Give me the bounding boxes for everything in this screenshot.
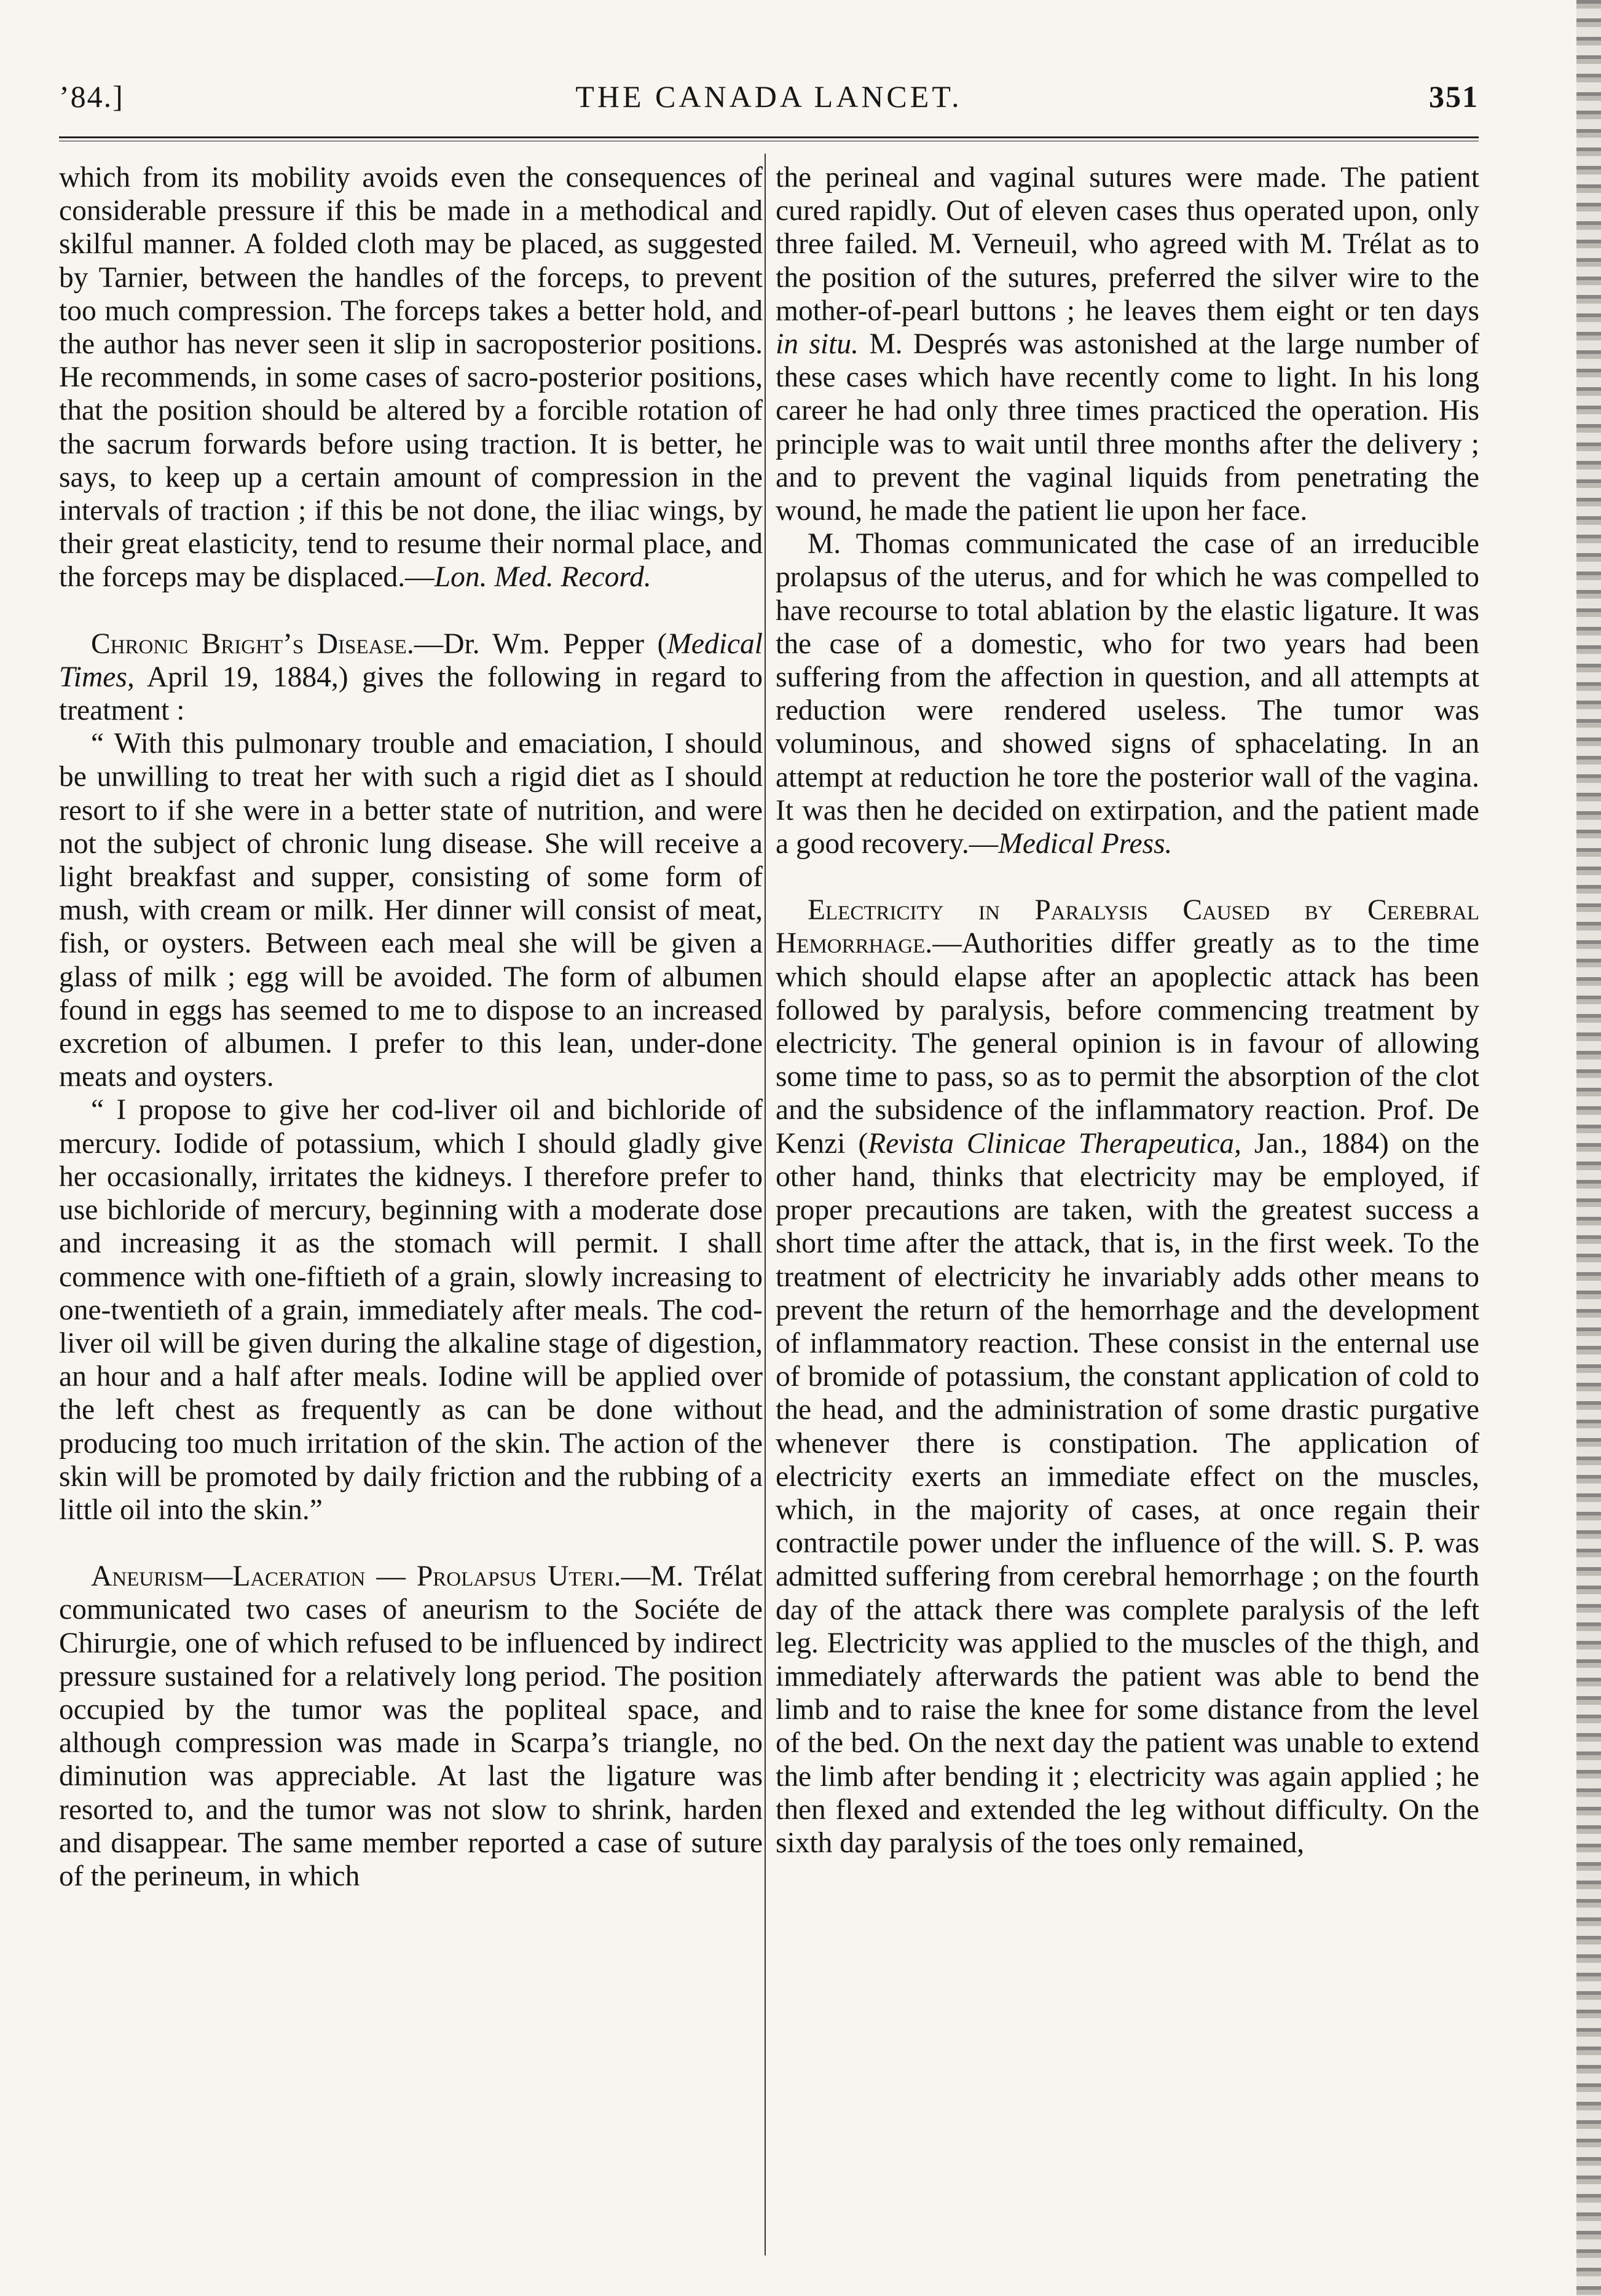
page-number: 351 bbox=[1429, 79, 1479, 114]
running-header bbox=[59, 79, 1479, 134]
header-rule bbox=[59, 136, 1479, 141]
journal-citation: Revista Clinicae Therapeutica, bbox=[868, 1127, 1241, 1160]
section-heading: Aneurism—Laceration — Prolapsus Uteri. bbox=[91, 1560, 621, 1593]
page-binding-edge bbox=[1576, 0, 1601, 2296]
journal-citation: Medical Times, bbox=[59, 627, 763, 693]
sutures-paragraph: the perineal and vaginal sutures were made. The patient cured rapidly. Out of eleven cases thus operated upon, only three failed. M. Verneuil, who agreed with M. Trélat as to the position of the sutures, preferred the silver wire to the mother-of-pearl buttons ; he leaves them eight or ten days in situ. M. Després was astonished at the large number of these cases which have recently come to light. In his long career he had only three times practiced the operation. His principle was to wait until three months after the delivery ; and to prevent the vaginal liquids from penetrating the wound, he made the patient lie upon her face. bbox=[776, 162, 1479, 527]
prolapsus-paragraph: M. Thomas communicated the case of an irreducible prolapsus of the uterus, and for which he was compelled to have recourse to total ablation by the elastic ligature. It was the case of a domestic, who for two years had been suffering from the affection in question, and all attempts at reduction were rendered useless. The tumor was voluminous, and showed signs of sphacelating. In an attempt at reduction he tore the posterior wall of the vagina. It was then he decided on extirpation, and the patient made a good recovery.—Medical Press. bbox=[776, 528, 1479, 860]
left-column bbox=[59, 161, 763, 1893]
section-heading: Electricity in Paralysis Caused by Cerebral Hemorrhage. bbox=[776, 894, 1479, 960]
section-heading: Chronic Bright’s Disease. bbox=[91, 627, 414, 660]
source-citation: Lon. Med. Record. bbox=[434, 561, 651, 594]
column-divider bbox=[765, 154, 766, 2255]
forceps-paragraph: which from its mobility avoids even the consequences of considerable pressure if this be made in a methodical and skilful manner. A folded cloth may be placed, as suggested by Tarnier, between the handles of the forceps, to prevent too much compression. The forceps takes a better hold, and the author has never seen it slip in sacroposterior positions. He recommends, in some cases of sacro-posterior positions, that the position should be altered by a forcible rotation of the sacrum forwards before using traction. It is better, he says, to keep up a certain amount of compression in the intervals of traction ; if this be not done, the iliac wings, by their great elasticity, tend to resume their normal place, and the forceps may be displaced.—Lon. Med. Record. bbox=[59, 162, 763, 594]
electricity-section: Electricity in Paralysis Caused by Cerebral Hemorrhage.—Authorities differ greatly as to the time which should elapse after an apoplectic attack has been followed by paralysis, before commencing treatment by electricity. The general opinion is in favour of allowing some time to pass, so as to permit the absorption of the clot and the subsidence of the inflammatory reaction. Prof. De Kenzi (Revista Clinicae Therapeutica, Jan., 1884) on the other hand, thinks that electricity may be employed, if proper precautions are taken, with the greatest success a short time after the attack, that is, in the first week. To the treatment of electricity he invariably adds other means to prevent the return of the hemorrhage and the development of inflammatory reaction. These consist in the enternal use of bromide of potassium, the constant application of cold to the head, and the administration of some drastic purgative whenever there is constipation. The application of electricity exerts an immediate effect on the muscles, which, in the majority of cases, at once regain their contractile power under the influence of the will. S. P. was admitted suffering from cerebral hemorrhage ; on the fourth day of the attack there was complete paralysis of the left leg. Electricity was applied to the muscles of the thigh, and immediately afterwards the patient was able to bend the limb and to raise the knee for some distance from the level of the bed. On the next day the patient was unable to extend the limb after bending it ; electricity was again applied ; he then flexed and extended the leg without difficulty. On the sixth day paralysis of the toes only remained, bbox=[776, 894, 1480, 1859]
source-citation: Medical Press. bbox=[998, 828, 1173, 860]
header-date: ’84.] bbox=[59, 79, 124, 114]
right-column bbox=[776, 161, 1479, 1860]
quote-paragraph: “ I propose to give her cod-liver oil and bichloride of mercury. Iodide of potassium, which I should gladly give her occasionally, irritates the kidneys. I therefore prefer to use bichloride of mercury, beginning with a moderate dose and increasing it as the stomach will permit. I shall commence with one-fiftieth of a grain, slowly increasing to one-twentieth of a grain, immediately after meals. The cod-liver oil will be given during the alkaline stage of digestion, an hour and a half after meals. Iodine will be applied over the left chest as frequently as can be done without producing too much irritation of the skin. The action of the skin will be promoted by daily friction and the rubbing of a little oil into the skin.” bbox=[59, 1094, 763, 1526]
brights-disease-intro: Chronic Bright’s Disease.—Dr. Wm. Pepper (Medical Times, April 19, 1884,) gives the following in regard to treatment : bbox=[59, 627, 763, 727]
journal-title: THE CANADA LANCET. bbox=[575, 79, 962, 114]
aneurism-section: Aneurism—Laceration — Prolapsus Uteri.—M. Trélat communicated two cases of aneurism to the Sociéte de Chirurgie, one of which refused to be influenced by indirect pressure sustained for a relatively long period. The position occupied by the tumor was the popliteal space, and although compression was made in Scarpa’s triangle, no diminution was appreciable. At last the ligature was resorted to, and the tumor was not slow to shrink, harden and disappear. The same member reported a case of suture of the perineum, in which bbox=[59, 1560, 763, 1892]
quote-paragraph: “ With this pulmonary trouble and emaciation, I should be unwilling to treat her with such a rigid diet as I should resort to if she were in a better state of nutrition, and were not the subject of chronic lung disease. She will receive a light breakfast and supper, consisting of some form of mush, with cream or milk. Her dinner will consist of meat, fish, or oysters. Between each meal she will be given a glass of milk ; egg will be avoided. The form of albumen found in eggs has seemed to me to dispose to an increased excretion of albumen. I prefer to this lean, under-done meats and oysters. bbox=[59, 728, 763, 1093]
latin-term: in situ. bbox=[776, 328, 859, 361]
